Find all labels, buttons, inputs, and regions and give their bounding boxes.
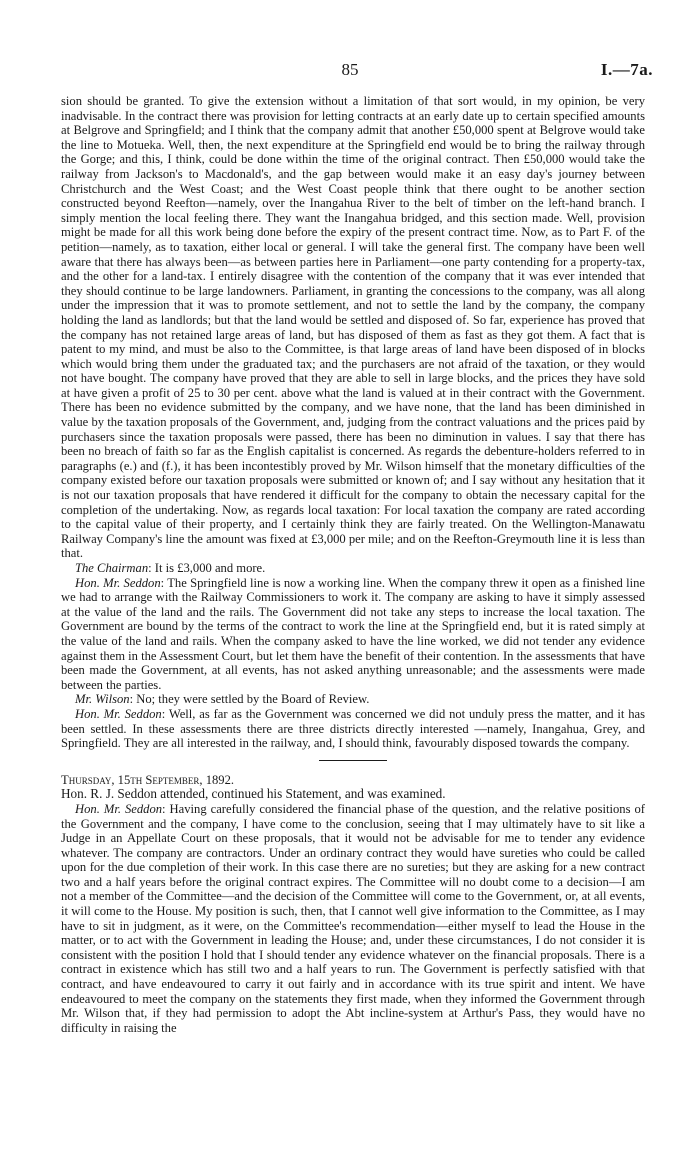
speech-text: : Well, as far as the Government was concerned we did not unduly press the matter, and it has been settled. In these assessments there are three districts directly interested —namely, Inangahua, Grey, and Springfield. They are all interested in the railway, and, I should think, favourably disposed towards the company. bbox=[61, 706, 646, 751]
speaker-name: Hon. Mr. Seddon bbox=[75, 801, 163, 816]
speaker-name: Mr. Wilson bbox=[75, 692, 130, 707]
document-reference: I.—7a. bbox=[600, 60, 653, 79]
session-subheading: Hon. R. J. Seddon attended, continued his Statement, and was examined. bbox=[61, 786, 446, 802]
exchange-chairman bbox=[61, 561, 645, 576]
speaker-name: The Chairman bbox=[75, 561, 149, 575]
exchange-seddon-2 bbox=[61, 707, 645, 751]
speaker-name: Hon. Mr. Seddon bbox=[75, 706, 162, 721]
exchange-wilson bbox=[61, 692, 645, 707]
body-text bbox=[61, 94, 645, 1035]
speech-text: : No; they were settled by the Board of Review. bbox=[129, 692, 370, 707]
exchange-seddon-3 bbox=[61, 802, 645, 1036]
paragraph: sion should be granted. To give the extension without a limitation of that sort would, in my opinion, be very inadvisable. In the contract there was provision for letting contracts at an early date up to certain specified amounts at Belgrove and Springfield; and I think that the company admit that another £50,000 spent at Belgrove would take the line to Motueka. Well, then, the next expenditure at the Springfield end would be to bring the railway through the Gorge; and this, I think, could be done within the time of the original contract. Then £50,000 would take the railway from Jackson's to Macdonald's, and the gap between would make it an easy day's journey between Christchurch and the West Coast; and the West Coast people think that there ought to be another section constructed beyond Reefton—namely, over the Inangahua River to the belt of timber on the left-hand branch. I simply mention the local feeling there. They want the Inangahua bridged, and this section made. Well, provision might be made for all this work being done before the expiry of the present contract time. Now, as to Part F. of the petition—namely, as to taxation, either local or general. I will take the general first. The company have been well aware that there has always been—as between parties here in Parliament—one party contending for a property-tax, and the other for a land-tax. I entirely disagree with the contention of the company that it was ever intended that they should continue to be large landowners. Parliament, in granting the concessions to the company, was all along under the impression that it was to promote settlement, and not to settle the land by the company, the company holding the land as landlords; but that the land would be settled and disposed of. So far, experience has proved that the company has not retained large areas of land, but has disposed of them as fast as they got them. A fact that is patent to my mind, and must be also to the Committee, is that large areas of land have been disposed of in blocks which would bring them under the graduated tax; and the purchasers are not afraid of the taxation, or they would not have bought. The company have proved that they are able to sell in large blocks, and the prices they have sold at have given a profit of 25 to 30 per cent. above what the land is valued at in their contract with the Government. There has been no evidence submitted by the company, and we have none, that the land has been diminished in value by the taxation proposals of the Government, and, judging from the contract valuations and the prices paid by purchasers since the taxation proposals were passed, there has been no diminution in values. I say that there has been no breach of faith so far as the English capitalist is concerned. As regards the debenture-holders referred to in paragraphs (e.) and (f.), it has been incontestibly proved by Mr. Wilson himself that the monetary difficulties of the company existed before our taxation proposals were submitted or known of; and I say without any hesitation that it is not our taxation proposals that have rendered it difficult for the company to obtain the necessary capital for the completion of the undertaking. Now, as regards local taxation: For local taxation the company are rated according to the capital value of their property, and I certainly think they are fairly treated. On the Wellington-Manawatu Railway Company's line the amount was fixed at £3,000 per mile; and on the Reefton-Greymouth line it is less than that. bbox=[61, 94, 645, 561]
speaker-name: Hon. Mr. Seddon bbox=[75, 575, 161, 590]
speech-text: : The Springfield line is now a working line. When the company threw it open as a finished line we had to arrange with the Railway Commissioners to work it. The company are asking to have it simply assessed at the value of the land and the rails. The Government did not take any steps to increase the local taxation. The Government are bound by the terms of the contract to work the line at the Springfield end, but it is rated simply at the value of the land and rails. When the company asked to have the line worked, we did not tender any evidence against them in the Assessment Court, but let them have the benefit of their contention. In the assessments that have been made the Government, at all events, has not asked anything unreasonable; and the assessments were made between the parties. bbox=[61, 575, 645, 692]
exchange-seddon-1 bbox=[61, 576, 645, 693]
speech-text: : It is £3,000 and more. bbox=[148, 561, 266, 575]
date-heading: Thursday, 15th September, 1892. bbox=[61, 772, 235, 787]
speech-text: : Having carefully considered the financial phase of the question, and the relative positions of the Government and the company, I have come to the conclusion, seeing that I may ultimately have to sit like a Judge in an Appellate Court on these proposals, that it would not be advisable for me to tender any evidence whatever. The company are contractors. Under an ordinary contract they would have sureties who could be called upon for the due completion of their work. In this case there are no sureties; but they are asking for a new contract two and a half years before the original contract expires. The Committee will no doubt come to a decision—I am not a member of the Committee—and the decision of the Committee will come to the Government, or, at all events, it will come to the House. My position is such, then, that I cannot well give information to the Committee, as I may have to sit in judgment, as it were, on the Committee's recommendation—either myself to lead the House in the matter, or to act with the Government in leading the House; and, under these circumstances, I do not consider it is consistent with the position I hold that I should tender any evidence whatever on the financial proposals. There is a contract in existence which has still two and a half years to run. The Government is perfectly satisfied with that contract, and have endeavoured to carry it out fairly and in accordance with its true spirit and intent. We have endeavoured to meet the company on the statements they first made, when they informed the Government through Mr. Wilson that, if they had permission to adopt the Abt incline-system at Arthur's Pass, they would have no difficulty in raising the bbox=[61, 801, 645, 1035]
section-divider bbox=[319, 760, 387, 761]
page-number: 85 bbox=[341, 60, 359, 79]
